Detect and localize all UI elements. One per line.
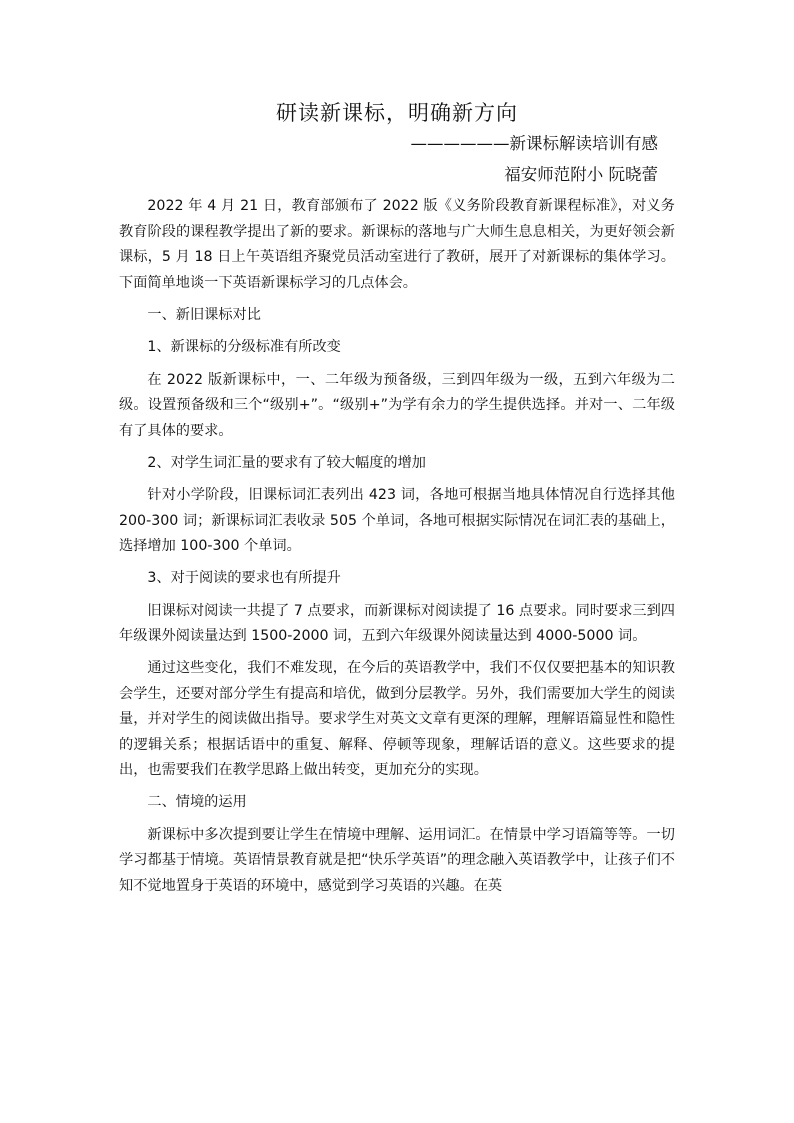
document-subtitle: ——————新课标解读培训有感 [410,134,658,153]
paragraph: 在 2022 版新课标中，一、二年级为预备级，三到四年级为一级，五到六年级为二级。设置预备级和三个“级别+”。“级别+”为学有余力的学生提供选择。并对一、二年级有了具体的要求。 [119,371,675,439]
paragraph: 旧课标对阅读一共提了 7 点要求，而新课标对阅读提了 16 点要求。同时要求三到四年级课外阅读量达到 1500-2000 词，五到六年级课外阅读量达到 4000-5000 词。 [119,602,675,644]
document-author: 福安师范附小 阮晓蕾 [504,165,658,184]
document-title: 研读新课标，明确新方向 [276,101,518,125]
document-body [119,194,675,906]
subsection-heading: 3、对于阅读的要求也有所提升 [147,570,341,586]
section-heading: 一、新旧课标对比 [147,306,261,323]
subsection-heading: 1、新课标的分级标准有所改变 [147,339,341,355]
subsection-heading: 2、对学生词汇量的要求有了较大幅度的增加 [147,454,426,471]
section-heading: 二、情境的运用 [147,794,247,810]
paragraph: 针对小学阶段，旧课标词汇表列出 423 词，各地可根据当地具体情况自行选择其他 200-300 词；新课标词汇表收录 505 个单词，各地可根据实际情况在词汇表的基础上，选择增加 100-300 个单词。 [119,487,675,554]
paragraph: 新课标中多次提到要让学生在情境中理解、运用词汇。在情景中学习语篇等等。一切学习都基于情境。英语情景教育就是把“快乐学英语”的理念融入英语教学中，让孩子们不知不觉地置身于英语的环境中，感觉到学习英语的兴趣。在英 [119,826,675,894]
paragraph: 2022 年 4 月 21 日，教育部颁布了 2022 版《义务阶段教育新课程标准》，对义务教育阶段的课程教学提出了新的要求。新课标的落地与广大师生息息相关，为更好领会新课标，5 月 18 日上午英语组齐聚党员活动室进行了教研，展开了对新课标的集体学习。下面简单地谈一下英语新课标学习的几点体会。 [119,198,675,291]
paragraph: 通过这些变化，我们不难发现，在今后的英语教学中，我们不仅仅要把基本的知识教会学生，还要对部分学生有提高和培优，做到分层教学。另外，我们需要加大学生的阅读量，并对学生的阅读做出指导。要求学生对英文文章有更深的理解，理解语篇显性和隐性的逻辑关系；根据话语中的重复、解释、停顿等现象，理解话语的意义。这些要求的提出，也需要我们在教学思路上做出转变，更加充分的实现。 [119,660,675,778]
